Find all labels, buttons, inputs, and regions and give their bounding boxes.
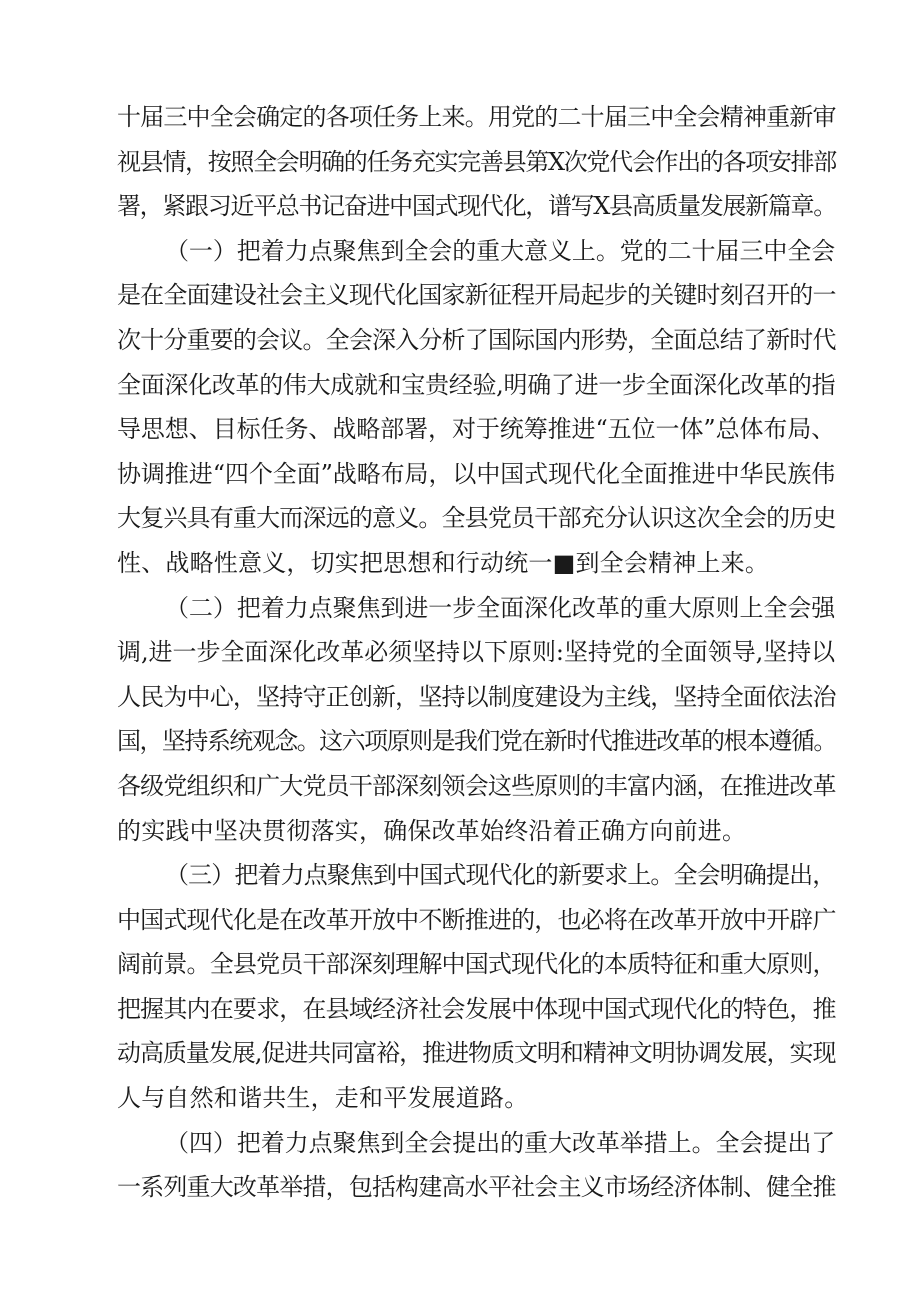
text-line: 阔前景。全县党员干部深刻理解中国式现代化的本质特征和重大原则， (117, 950, 836, 979)
paragraph-first-line: （四）把着力点聚焦到全会提出的重大改革举措上。全会提出了 (165, 1128, 836, 1157)
text-line: 一系列重大改革举措，包括构建高水平社会主义市场经济体制、健全推 (117, 1173, 836, 1202)
text-line: 把握其内在要求，在县域经济社会发展中体现中国式现代化的特色，推 (117, 994, 836, 1023)
text-line: 人民为中心，坚持守正创新，坚持以制度建设为主线，坚持全面依法治 (117, 682, 836, 711)
text-line: 动高质量发展,促进共同富裕，推进物质文明和精神文明协调发展，实现 (117, 1039, 836, 1068)
text-line: 的实践中坚决贯彻落实，确保改革始终沿着正确方向前进。 (117, 816, 747, 845)
text-line: 次十分重要的会议。全会深入分析了国际国内形势，全面总结了新时代 (117, 325, 836, 354)
text-line: 署，紧跟习近平总书记奋进中国式现代化，谱写X县高质量发展新篇章。 (117, 192, 836, 221)
body-text (117, 95, 837, 1210)
text-line: 视县情，按照全会明确的任务充实完善县第X次党代会作出的各项安排部 (117, 147, 836, 176)
text-line: 协调推进“四个全面”战略布局，以中国式现代化全面推进中华民族伟 (117, 459, 836, 488)
paragraph-first-line: （三）把着力点聚焦到中国式现代化的新要求上。全会明确提出， (165, 861, 836, 890)
text-line: 人与自然和谐共生，走和平发展道路。 (117, 1084, 529, 1113)
text-line: 是在全面建设社会主义现代化国家新征程开局起步的关键时刻召开的一 (117, 281, 836, 310)
text-line: 性、战略性意义，切实把思想和行动统一■到全会精神上来。 (117, 548, 770, 577)
text-line: 十届三中全会确定的各项任务上来。用党的二十届三中全会精神重新审 (117, 103, 836, 131)
text-line: 国，坚持系统观念。这六项原则是我们党在新时代推进改革的根本遵循。 (117, 727, 836, 756)
text-line: 全面深化改革的伟大成就和宝贵经验,明确了进一步全面深化改革的指 (117, 370, 836, 399)
paragraph-first-line: （二）把着力点聚焦到进一步全面深化改革的重大原则上全会强 (165, 593, 836, 622)
text-line: 中国式现代化是在改革开放中不断推进的，也必将在改革开放中开辟广 (117, 905, 836, 934)
text-line: 导思想、目标任务、战略部署，对于统筹推进“五位一体”总体布局、 (117, 415, 836, 444)
text-line: 各级党组织和广大党员干部深刻领会这些原则的丰富内涵，在推进改革 (117, 771, 836, 800)
paragraph-first-line: （一）把着力点聚焦到全会的重大意义上。党的二十届三中全会 (165, 236, 836, 265)
text-line: 调,进一步全面深化改革必须坚持以下原则:坚持党的全面领导,坚持以 (117, 638, 836, 667)
text-line: 大复兴具有重大而深远的意义。全县党员干部充分认识这次全会的历史 (117, 504, 836, 533)
